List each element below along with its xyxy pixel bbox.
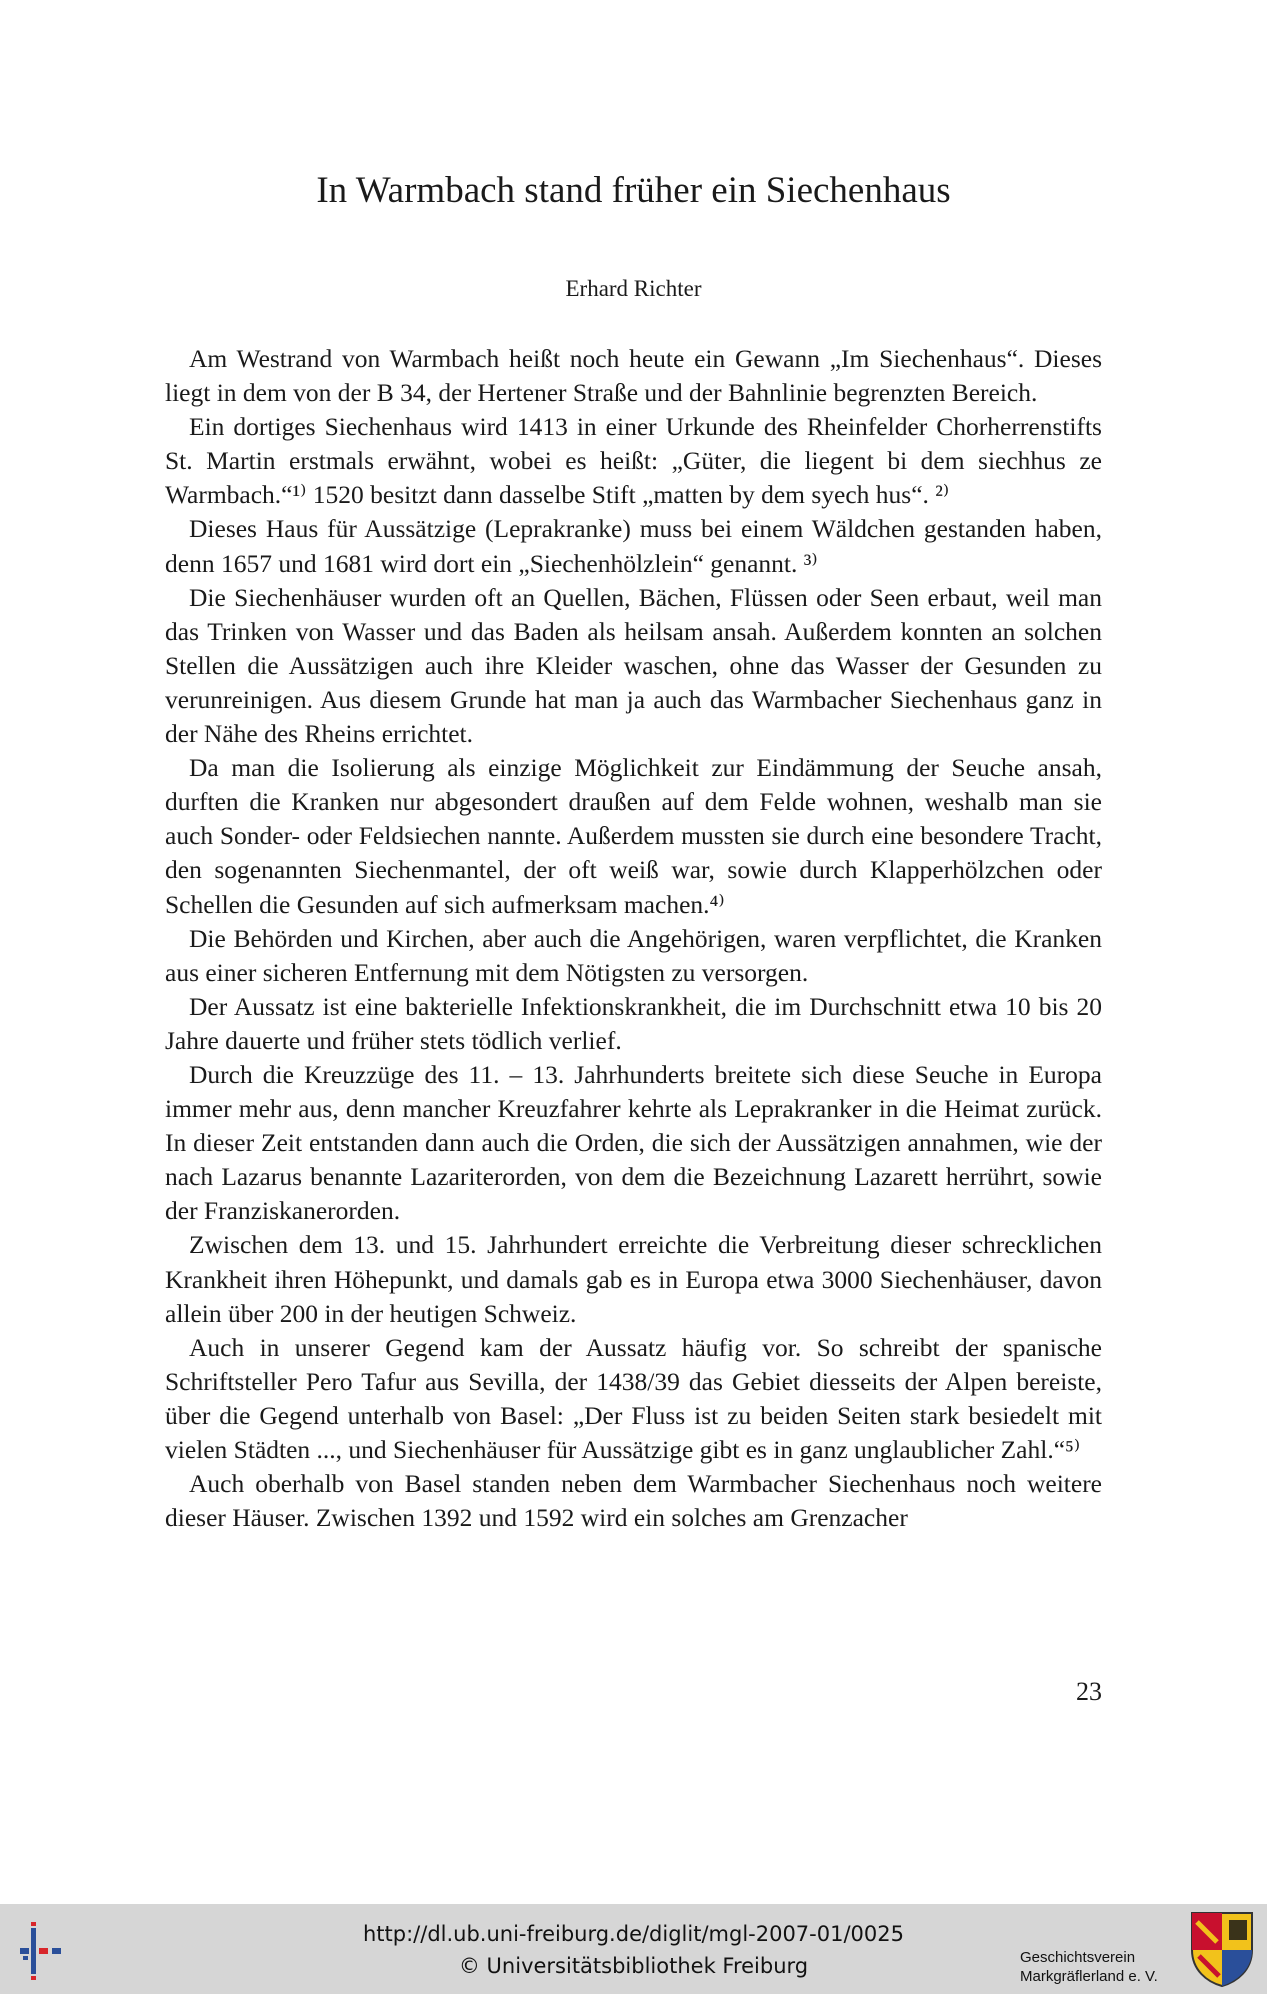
society-name-line: Geschichtsverein <box>1020 1949 1136 1966</box>
coat-of-arms-icon <box>1189 1910 1255 1988</box>
author-name: Erhard Richter <box>565 276 702 301</box>
footer-bar <box>0 1904 1267 1994</box>
paragraph: Da man die Isolierung als einzige Möglichkeit zur Eindämmung der Seuche ansah, durften die Kranken nur abgesondert draußen auf dem Felde wohnen, weshalb man sie auch Sonder- oder Feldsiechen nannte. Außerdem mussten sie durch eine besondere Tracht, den sogenannten Siechenmantel, der oft weiß war, sowie durch Klapperhölzchen oder Schellen die Gesunden auf sich aufmerksam machen.⁴⁾ <box>165 753 1102 919</box>
page-number: 23 <box>1076 1677 1102 1706</box>
paragraph: Auch oberhalb von Basel standen neben dem Warmbacher Siechenhaus noch weitere dieser Häuser. Zwischen 1392 und 1592 wird ein solches am Grenzacher <box>165 1469 1102 1533</box>
society-name <box>1020 1948 1180 1986</box>
paragraph: Zwischen dem 13. und 15. Jahrhundert erreichte die Verbreitung dieser schrecklichen Krankheit ihren Höhepunkt, und damals gab es in Europa etwa 3000 Siechenhäuser, davon allein über 200 in der heutigen Schweiz. <box>165 1230 1102 1328</box>
paragraph: Der Aussatz ist eine bakterielle Infektionskrankheit, die im Durchschnitt etwa 10 bis 20 Jahre dauerte und früher stets tödlich verlief. <box>165 991 1102 1055</box>
paragraph: Durch die Kreuzzüge des 11. – 13. Jahrhunderts breitete sich diese Seuche in Europa immer mehr aus, denn mancher Kreuzfahrer kehrte als Leprakranker in die Heimat zurück. In dieser Zeit entstanden dann auch die Orden, die sich der Aussätzigen annahmen, wie der nach Lazarus benannte Lazariterorden, von dem die Bezeichnung Lazarett herrührt, sowie der Franziskanerorden. <box>165 1059 1102 1226</box>
page-title: In Warmbach stand früher ein Siechenhaus <box>316 170 951 211</box>
article-body <box>165 342 1102 1535</box>
paragraph: Am Westrand von Warmbach heißt noch heute ein Gewann „Im Siechenhaus“. Dieses liegt in dem von der B 34, der Hertener Straße und der Bahnlinie begrenzten Bereich. <box>165 344 1102 408</box>
paragraph: Ein dortiges Siechenhaus wird 1413 in einer Urkunde des Rheinfelder Chorherrenstifts St. Martin erstmals erwähnt, wobei es heißt: „Güter, die liegent bi dem siechhus ze Warmbach.“¹⁾ 1520 besitzt dann dasselbe Stift „matten by dem syech hus“. ²⁾ <box>165 412 1102 510</box>
society-name-line: Markgräflerland e. V. <box>1020 1968 1158 1985</box>
footer-url-link[interactable]: http://dl.ub.uni-freiburg.de/diglit/mgl-2007-01/0025 <box>362 1922 904 1946</box>
paragraph: Dieses Haus für Aussätzige (Leprakranke) muss bei einem Wäldchen gestanden haben, denn 1657 und 1681 wird dort ein „Siechenhölzlein“ genannt. ³⁾ <box>165 514 1102 578</box>
paragraph: Auch in unserer Gegend kam der Aussatz häufig vor. So schreibt der spanische Schriftsteller Pero Tafur aus Sevilla, der 1438/39 das Gebiet diesseits der Alpen bereiste, über die Gegend unterhalb von Basel: „Der Fluss ist zu beiden Seiten stark besiedelt mit vielen Städten ..., und Siechenhäuser für Aussätzige gibt es in ganz unglaublicher Zahl.“⁵⁾ <box>165 1332 1102 1464</box>
paragraph: Die Behörden und Kirchen, aber auch die Angehörigen, waren verpflichtet, die Kranken aus einer sicheren Entfernung mit dem Nötigsten zu versorgen. <box>165 923 1102 987</box>
paragraph: Die Siechenhäuser wurden oft an Quellen, Bächen, Flüssen oder Seen erbaut, weil man das Trinken von Wasser und das Baden als heilsam ansah. Außerdem konnten an solchen Stellen die Aussätzigen auch ihre Kleider waschen, ohne das Wasser der Gesunden zu verunreinigen. Aus diesem Grunde hat man ja auch das Warmbacher Siechenhaus ganz in der Nähe des Rheins errichtet. <box>165 582 1102 749</box>
footer-copyright: © Universitätsbibliothek Freiburg <box>458 1954 809 1978</box>
